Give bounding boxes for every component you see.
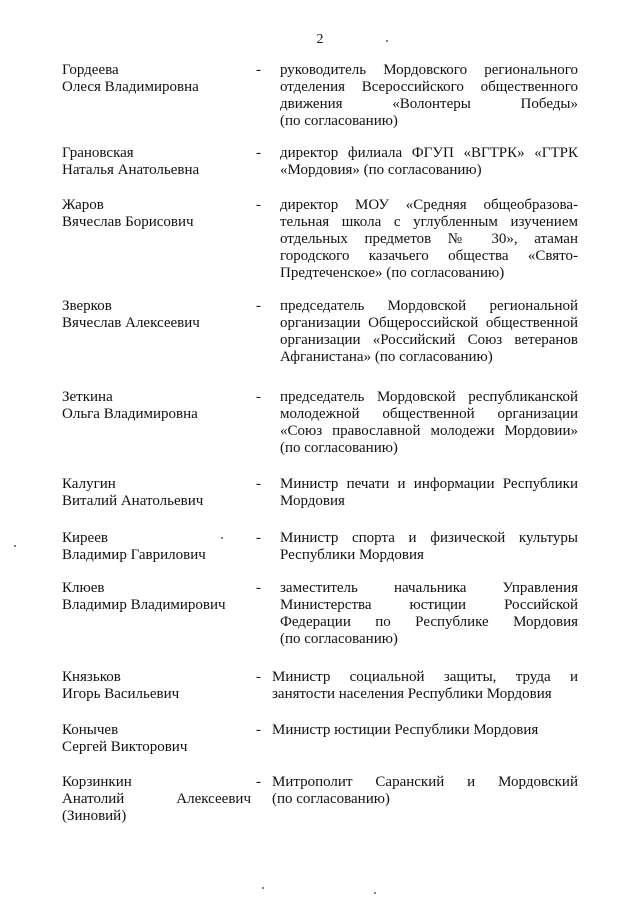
role-line: «Мордовия» (по согласованию) [280,162,482,178]
separator-dash: - [256,580,261,596]
member-surname: Гордеева [62,62,119,78]
separator-dash: - [256,530,261,546]
member-surname: Киреев [62,530,108,546]
separator-dash: - [256,62,261,78]
role-line: Республики Мордовия [280,547,424,563]
member-name [62,669,252,703]
member-name [62,62,252,96]
role-line: Министр печати и информации Республики [280,476,578,492]
scan-speck [262,887,264,889]
member-name [62,774,252,825]
member-surname: Жаров [62,197,104,213]
role-line: организации «Российский Союз ветеранов [280,332,578,348]
scan-speck [374,892,376,894]
role-line: Министр спорта и физической культуры [280,530,578,546]
member-name [62,298,252,332]
member-given-name: Вячеслав Алексеевич [62,315,200,331]
member-surname: Конычев [62,722,119,738]
member-given-name: Ольга Владимировна [62,406,198,422]
separator-dash: - [256,722,261,738]
member-given-name: Виталий Анатольевич [62,493,204,509]
role-line: Афганистана» (по согласованию) [280,349,493,365]
member-role [280,530,578,564]
role-line: отдельных предметов № 30», атаман [280,231,578,247]
scan-speck [386,40,388,42]
member-surname: Клюев [62,580,105,596]
role-line: Митрополит Саранский и Мордовский [272,774,578,790]
member-given-name: Игорь Васильевич [62,686,180,702]
member-monastic-name: (Зиновий) [62,808,127,824]
member-name [62,197,252,231]
member-role [280,298,578,366]
member-patronymic: Алексеевич [176,791,251,807]
role-line: Федерации по Республике Мордовия [280,614,578,630]
member-surname: Князьков [62,669,121,685]
separator-dash: - [256,476,261,492]
member-role [280,197,578,282]
member-role [280,580,578,648]
role-line: (по согласованию) [280,113,398,129]
member-name [62,722,252,756]
member-given-name: Владимир Гаврилович [62,547,206,563]
separator-dash: - [256,298,261,314]
member-role [280,476,578,510]
role-line: тельная школа с углубленным изучением [280,214,578,230]
role-line: (по согласованию) [272,791,390,807]
role-line: занятости населения Республики Мордовия [272,686,552,702]
role-line: организации Общероссийской общественной [280,315,578,331]
member-given-name: Наталья Анатольевна [62,162,200,178]
member-name [62,476,252,510]
role-line: председатель Мордовской региональной [280,298,578,314]
role-line: Министр юстиции Республики Мордовия [272,722,539,738]
role-line: заместитель начальника Управления [280,580,578,596]
role-line: Предтеченское» (по согласованию) [280,265,505,281]
role-line: председатель Мордовской республиканской [280,389,578,405]
role-line: (по согласованию) [280,440,398,456]
member-given-name [62,791,251,808]
member-given-name: Сергей Викторович [62,739,188,755]
separator-dash: - [256,389,261,405]
member-given-name: Владимир Владимирович [62,597,226,613]
member-given-name: Вячеслав Борисович [62,214,194,230]
page-number: 2 [316,32,324,47]
member-surname: Зеткина [62,389,113,405]
member-surname: Грановская [62,145,134,161]
role-line: руководитель Мордовского регионального [280,62,578,78]
role-line: директор филиала ФГУП «ВГТРК» «ГТРК [280,145,578,161]
member-role [280,62,578,130]
role-line: Мордовия [280,493,345,509]
member-name [62,145,252,179]
separator-dash: - [256,774,261,790]
role-line: городского казачьего общества «Свято- [280,248,578,264]
scan-speck [221,537,223,539]
member-surname: Калугин [62,476,116,492]
member-role [280,145,578,179]
role-line: Министр социальной защиты, труда и [272,669,578,685]
member-name [62,580,252,614]
member-name [62,389,252,423]
separator-dash: - [256,145,261,161]
member-given-name: Олеся Владимировна [62,79,199,95]
member-role [272,669,578,703]
member-surname: Зверков [62,298,112,314]
separator-dash: - [256,669,261,685]
scan-speck [14,545,16,547]
role-line: движения «Волонтеры Победы» [280,96,578,112]
role-line: (по согласованию) [280,631,398,647]
member-name [62,530,252,564]
role-line: «Союз православной молодежи Мордовии» [280,423,578,439]
member-surname: Корзинкин [62,774,132,790]
member-role [272,774,578,808]
member-role [280,389,578,457]
role-line: молодежной общественной организации [280,406,578,422]
role-line: отделения Всероссийского общественного [280,79,578,95]
member-first-name: Анатолий [62,791,125,807]
role-line: Министерства юстиции Российской [280,597,578,613]
member-role [272,722,578,739]
separator-dash: - [256,197,261,213]
role-line: директор МОУ «Средняя общеобразова- [280,197,578,213]
